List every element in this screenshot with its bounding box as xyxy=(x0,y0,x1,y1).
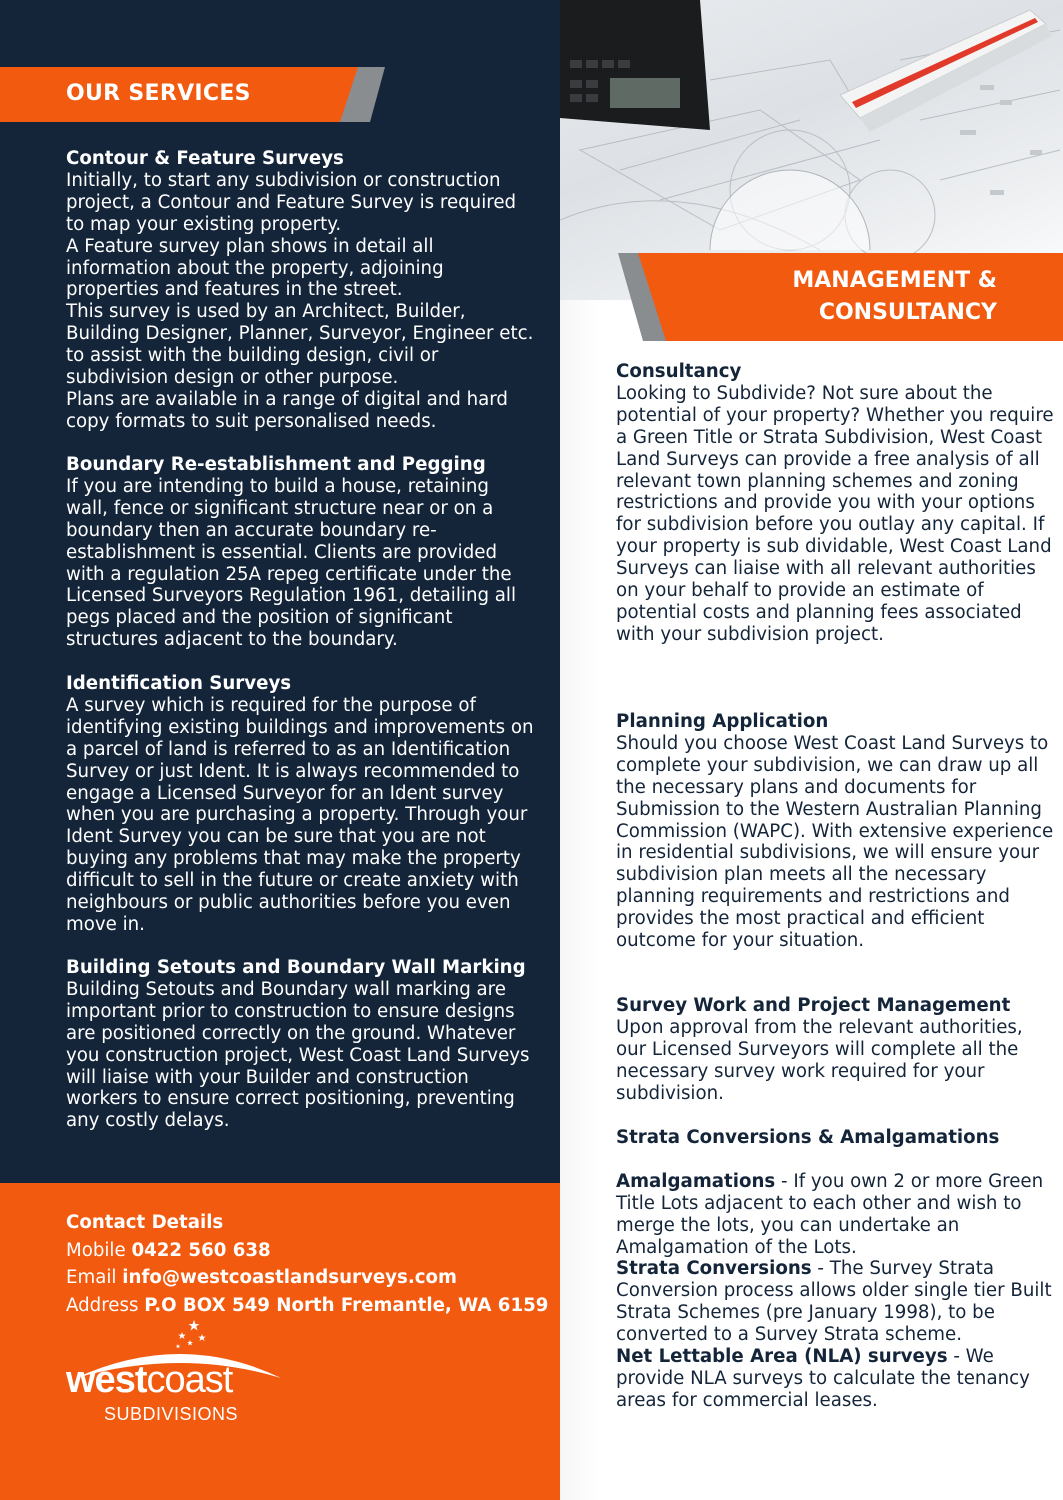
logo-word-west: west xyxy=(66,1359,147,1401)
email-label: Email xyxy=(66,1267,117,1288)
section-planning-application xyxy=(616,711,1056,952)
scale-ruler-icon xyxy=(840,10,1052,132)
section-title: Strata Conversions & Amalgamations xyxy=(616,1127,1000,1148)
strata-item-nla xyxy=(616,1346,1056,1412)
item-text: - If you own 2 or more Green Title Lots adjacent to each other and wish to merge the lots, you can undertake an Amalgamation of the Lots. xyxy=(616,1170,1044,1258)
section-survey-work xyxy=(616,995,1056,1105)
section-boundary xyxy=(66,454,536,651)
item-term: Amalgamations xyxy=(616,1170,776,1192)
calculator-icon xyxy=(560,0,710,130)
item-text: - The Survey Strata Conversion process allows older single tier Built Strata Schemes (pre January 1998), to be converted to a Survey Strata scheme. xyxy=(616,1258,1052,1346)
banner-title: OUR SERVICES xyxy=(66,81,251,106)
section-contour-feature xyxy=(66,148,536,433)
address-label: Address xyxy=(66,1294,139,1316)
strata-item-amalgamations xyxy=(616,1171,1056,1259)
banner-line-1: MANAGEMENT & xyxy=(792,268,997,293)
section-text: This survey is used by an Architect, Builder, Building Designer, Planner, Surveyor, Engineer etc. to assist with the building design, civil or subdivision design or other purpose. xyxy=(66,301,534,389)
section-text: Plans are available in a range of digital and hard copy formats to suit personalised needs. xyxy=(66,388,508,432)
section-building-setouts xyxy=(66,957,536,1132)
item-term: Strata Conversions xyxy=(616,1258,812,1280)
westcoast-logo xyxy=(66,1320,296,1440)
our-services-banner xyxy=(0,67,385,122)
section-title: Contour & Feature Surveys xyxy=(66,148,344,169)
section-identification xyxy=(66,673,536,936)
plan-marks xyxy=(960,85,1042,195)
section-title: Identification Surveys xyxy=(66,673,292,694)
contact-heading: Contact Details xyxy=(66,1212,224,1233)
section-text: If you are intending to build a house, retaining wall, fence or significant structure near or on a boundary then an accurate boundary re-establishment is essential. Clients are provided with a regulation 25A repeg certificate under the Licensed Surveyors Regulation 1961, detailing all pegs placed and the position of significant structures adjacent to the boundary. xyxy=(66,475,517,651)
banner-line-2: CONSULTANCY xyxy=(818,300,997,325)
mobile-number[interactable]: 0422 560 638 xyxy=(131,1239,271,1261)
strata-item-conversions xyxy=(616,1258,1056,1346)
logo-subtitle: SUBDIVISIONS xyxy=(104,1404,239,1424)
contact-details xyxy=(66,1209,548,1319)
item-text: - We provide NLA surveys to calculate the tenancy areas for commercial leases. xyxy=(616,1346,1030,1411)
section-title: Boundary Re-establishment and Pegging xyxy=(66,454,486,475)
address-value: P.O BOX 549 North Fremantle, WA 6159 xyxy=(144,1294,549,1316)
banner-title xyxy=(792,265,997,329)
section-title: Consultancy xyxy=(616,361,742,382)
star-icon xyxy=(176,1320,206,1348)
services-column xyxy=(0,0,560,1183)
section-title: Planning Application xyxy=(616,711,829,732)
section-text: A Feature survey plan shows in detail all information about the property, adjoining properties and features in the street. xyxy=(66,235,444,301)
section-text: Upon approval from the relevant authorities, our Licensed Surveyors will complete all the necessary survey work required for your subdivision. xyxy=(616,1016,1023,1104)
section-text: Looking to Subdivide? Not sure about the potential of your property? Whether you require a Green Title or Strata Subdivision, West Coast Land Surveys can provide a free analysis of all relevant town planning schemes and zoning restrictions and provide you with your options for subdivision before you outlay any capital. If your property is sub dividable, West Coast Land Surveys can liaise with all relevant authorities on your behalf to provide an estimate of potential costs and planning fees associated with your subdivision project. xyxy=(616,382,1054,645)
section-consultancy xyxy=(616,361,1056,646)
logo-word-coast: coast xyxy=(146,1359,233,1401)
email-link[interactable]: info@westcoastlandsurveys.com xyxy=(122,1267,457,1288)
section-text: Should you choose West Coast Land Surveys to complete your subdivision, we can draw up all the necessary plans and documents for Submission to the Western Australian Planning Commission (WAPC). With extensive experience in residential subdivisions, we will ensure your subdivision plan meets all the necessary planning requirements and restrictions and provides the most practical and efficient outcome for your situation. xyxy=(616,732,1054,952)
section-text: Building Setouts and Boundary wall marking are important prior to construction to ensure designs are positioned correctly on the ground. Whatever you construction project, West Coast Land Surveys will liaise with your Builder and construction workers to ensure correct positioning, preventing any costly delays. xyxy=(66,978,530,1132)
section-strata xyxy=(616,1127,1056,1412)
section-text: A survey which is required for the purpose of identifying existing buildings and improvements on a parcel of land is referred to as an Identification Survey or just Ident. It is always recommended to engage a Licensed Surveyor for an Ident survey when you are purchasing a property. Through your Ident Survey you can be sure that you are not buying any problems that may make the property difficult to sell in the future or create anxiety with neighbours or public authorities before you even move in. xyxy=(66,694,534,935)
protractor-icon xyxy=(710,170,870,250)
management-banner xyxy=(618,253,1063,341)
section-title: Building Setouts and Boundary Wall Marking xyxy=(66,957,526,978)
mobile-label: Mobile xyxy=(66,1239,126,1261)
section-text: Initially, to start any subdivision or construction project, a Contour and Feature Survey is required to map your existing property. xyxy=(66,169,517,235)
logo-wordmark xyxy=(66,1360,232,1400)
item-term: Net Lettable Area (NLA) surveys xyxy=(616,1346,948,1368)
section-title: Survey Work and Project Management xyxy=(616,995,1011,1016)
